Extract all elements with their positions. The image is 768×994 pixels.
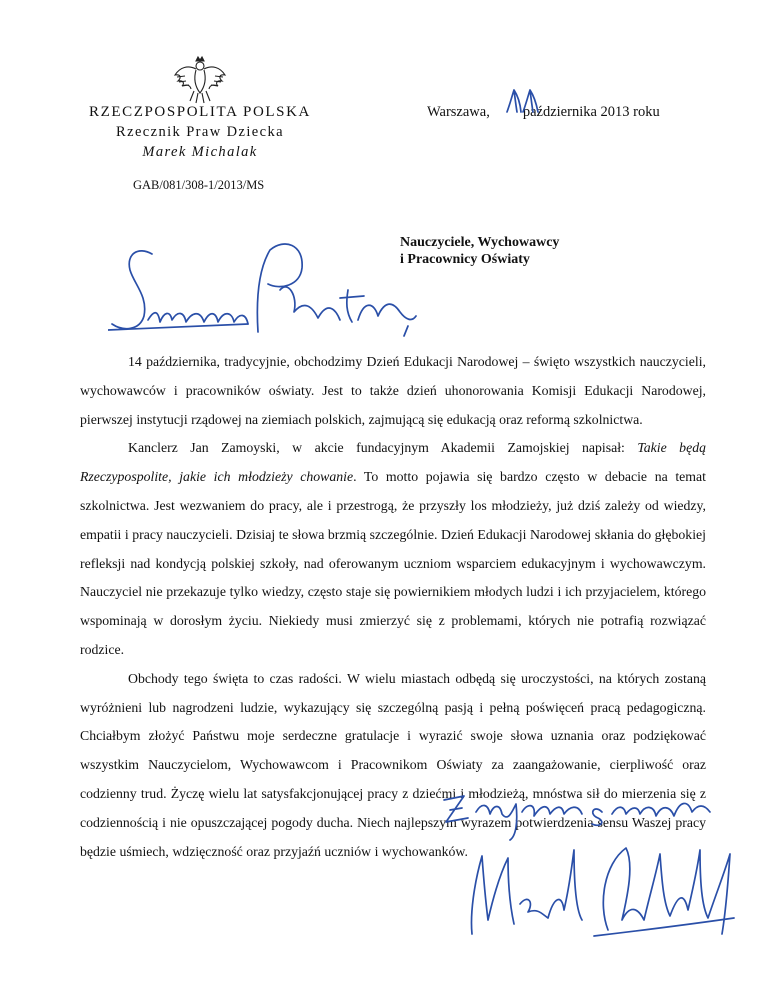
date-line bbox=[427, 104, 660, 121]
handwritten-closing bbox=[442, 782, 712, 842]
paragraph-2-start: Kanclerz Jan Zamoyski, w akcie fundacyjnym Akademii Zamojskiej napisał: bbox=[128, 440, 638, 456]
paragraph-2 bbox=[80, 434, 706, 664]
paragraph-2-rest: . To motto pojawia się bardzo często w debacie na temat szkolnictwa. Jest wezwaniem do pracy, ale i przestrogą, że przyszły los młodzieży, już dziś zależy od wiedzy, empatii i pracy nauczycieli. Dzisiaj te słowa brzmią szczególnie. Dzień Edukacji Narodowej skłania do głębokiej refleksji nad kondycją polskiej szkoły, nad oferowanym uczniom wsparciem edukacyjnym i wychowawczym. Nauczyciel nie przekazuje tylko wiedzy, często staje się powiernikiem młodych ludzi i ich przyjacielem, którego wspominają w dorosłym życiu. Niekiedy musi zmierzyć się z problemami, których nie potrafią rozwiązać rodzice. bbox=[80, 469, 706, 657]
zamoyski-quote: Takie będą Rzeczypospolite, jakie ich młodzieży chowanie bbox=[80, 440, 706, 485]
addressee-line-1: Nauczyciele, Wychowawcy bbox=[400, 235, 560, 250]
addressee-line-2: i Pracownicy Oświaty bbox=[400, 252, 530, 267]
handwritten-day bbox=[504, 86, 542, 116]
date-rest: października 2013 roku bbox=[522, 104, 660, 120]
handwritten-salutation bbox=[108, 240, 420, 346]
handwritten-signature bbox=[458, 834, 748, 942]
paragraph-1: 14 października, tradycyjnie, obchodzimy Dzień Edukacji Narodowej – święto wszystkich nauczycieli, wychowawców i pracowników oświaty. Jest to także dzień uhonorowania Komisji Edukacji Narodowej, pierwszej instytucji rządowej na ziemiach polskich, zajmującą się edukacją oraz reformą szkolnictwa. bbox=[80, 354, 706, 427]
paragraph-3: Obchody tego święta to czas radości. W wielu miastach odbędą się uroczystości, na których zostaną wyróżnieni lub nagrodzeni ludzie, wykazujący się szczególną pasją i pełną poświęceń pracą pedagogiczną. Chciałbym złożyć Państwu moje serdeczne gratulacje i wyrazić swoje słowa uznania oraz podziękować wszystkim Nauczycielom, Wychowawcom i Pracownikom Oświaty za zaangażowanie, cierpliwość oraz codzienny trud. Życzę wielu lat satysfakcjonującej pracy z dziećmi i młodzieżą, mnóstwa sił do mierzenia się z codziennością i nie opuszczającej pogody ducha. Niech najlepszym wyrazem potwierdzenia sensu Waszej pracy będzie uśmiech, wdzięczność oraz przyjaźń uczniów i wychowanków. bbox=[80, 670, 706, 859]
eagle-emblem-icon bbox=[172, 55, 228, 105]
addressee bbox=[400, 234, 559, 268]
date-place: Warszawa, bbox=[427, 104, 490, 120]
reference-number: GAB/081/308-1/2013/MS bbox=[133, 178, 265, 192]
office-name: Rzecznik Praw Dziecka bbox=[116, 124, 284, 140]
person-name: Marek Michalak bbox=[142, 144, 258, 160]
institution-name: RZECZPOSPOLITA POLSKA bbox=[88, 104, 311, 120]
